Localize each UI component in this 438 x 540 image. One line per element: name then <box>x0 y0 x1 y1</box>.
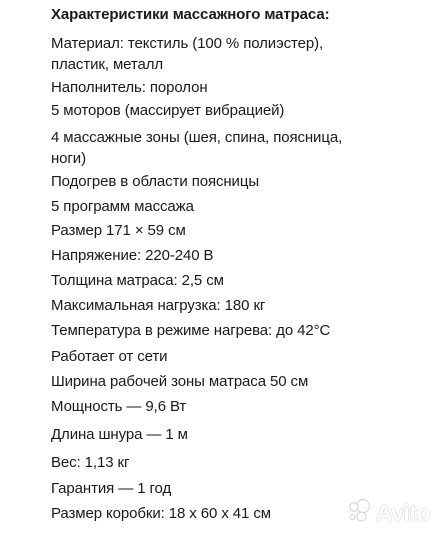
spec-item-cord-length: Длина шнура — 1 м <box>51 426 188 443</box>
avito-watermark-text: Avito <box>375 500 430 526</box>
spec-item-temperature: Температура в режиме нагрева: до 42°С <box>51 322 331 339</box>
spec-item-motors: 5 моторов (массирует вибрацией) <box>51 102 285 119</box>
spec-item-work-zone-width: Ширина рабочей зоны матраса 50 см <box>51 373 309 390</box>
spec-item-power: Мощность — 9,6 Вт <box>51 398 187 415</box>
spec-item-weight: Вес: 1,13 кг <box>51 454 130 471</box>
spec-item-box-size: Размер коробки: 18 х 60 х 41 см <box>51 505 271 522</box>
spec-item-size: Размер 171 × 59 см <box>51 222 186 239</box>
spec-item-programs: 5 программ массажа <box>51 198 194 215</box>
spec-item-max-load: Максимальная нагрузка: 180 кг <box>51 297 266 314</box>
spec-item-material: Материал: текстиль (100 % полиэстер), пластик, металл <box>51 35 324 73</box>
spec-item-zones: 4 массажные зоны (шея, спина, поясница, ноги) <box>51 129 343 167</box>
spec-item-power-source: Работает от сети <box>51 348 168 365</box>
spec-title: Характеристики массажного матраса: <box>51 6 330 23</box>
spec-item-warranty: Гарантия — 1 год <box>51 480 172 497</box>
spec-item-heating: Подогрев в области поясницы <box>51 173 260 190</box>
spec-item-thickness: Толщина матраса: 2,5 см <box>51 272 224 289</box>
spec-item-voltage: Напряжение: 220-240 В <box>51 247 214 264</box>
spec-item-filler: Наполнитель: поролон <box>51 79 208 96</box>
